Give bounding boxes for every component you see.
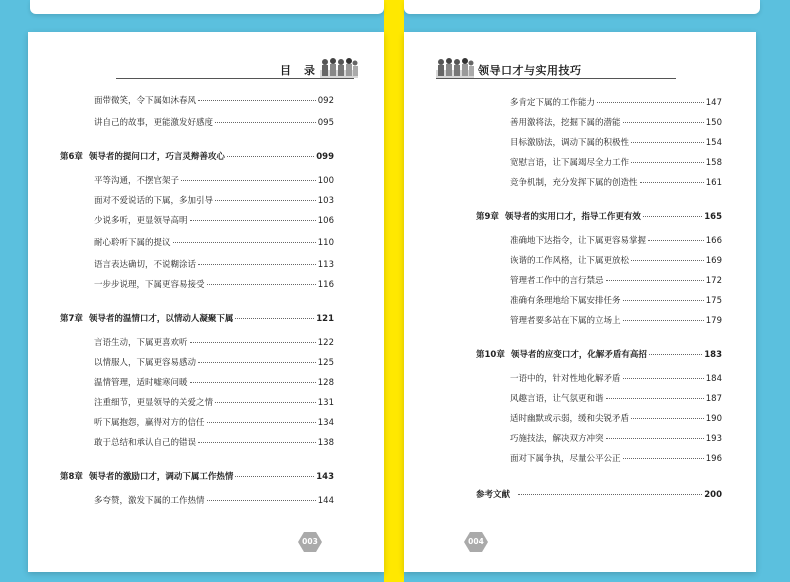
toc-entry bbox=[510, 156, 722, 168]
entry-page-number: 100 bbox=[317, 176, 334, 186]
entry-page-number: 158 bbox=[705, 158, 722, 168]
entry-title: 语言表达确切，不说糊涂话 bbox=[94, 260, 197, 270]
entry-page-number: 190 bbox=[705, 414, 722, 424]
entry-title: 温情管理，适时嘘寒问暖 bbox=[94, 378, 188, 388]
chapter-number: 第10章 bbox=[476, 350, 505, 360]
entry-title: 巧施技法，解决双方冲突 bbox=[510, 434, 604, 444]
entry-title: 风趣言语，让气氛更和谐 bbox=[510, 394, 604, 404]
dot-leader bbox=[623, 378, 704, 379]
toc-entry bbox=[94, 436, 334, 448]
entry-title: 领导者的应变口才，化解矛盾有高招 bbox=[510, 350, 647, 360]
people-illustration-icon bbox=[320, 56, 358, 78]
entry-page-number: 150 bbox=[705, 118, 722, 128]
chapter-number: 第9章 bbox=[476, 212, 499, 222]
entry-title: 一语中的，针对性地化解矛盾 bbox=[510, 374, 621, 384]
page-number-badge bbox=[464, 532, 488, 552]
dot-leader bbox=[648, 240, 704, 241]
chapter-number: 第6章 bbox=[60, 152, 83, 162]
entry-title: 多肯定下属的工作能力 bbox=[510, 98, 596, 108]
toc-entry bbox=[94, 94, 334, 106]
dot-leader bbox=[198, 100, 316, 101]
chapter-number: 第8章 bbox=[60, 472, 83, 482]
dot-leader bbox=[235, 476, 314, 477]
toc-entry bbox=[94, 278, 334, 290]
toc-chapter-entry bbox=[60, 470, 334, 482]
toc-entry bbox=[94, 416, 334, 428]
dot-leader bbox=[190, 382, 316, 383]
entry-page-number: 138 bbox=[317, 438, 334, 448]
toc-entry bbox=[94, 396, 334, 408]
entry-page-number: 125 bbox=[317, 358, 334, 368]
toc-entry bbox=[510, 274, 722, 286]
entry-title: 领导者的温情口才，以情动人凝聚下属 bbox=[88, 314, 234, 324]
toc-entry bbox=[94, 236, 334, 248]
left-page bbox=[28, 32, 384, 572]
dot-leader bbox=[606, 438, 704, 439]
toc-entry bbox=[94, 356, 334, 368]
entry-page-number: 122 bbox=[317, 338, 334, 348]
entry-page-number: 099 bbox=[316, 152, 334, 162]
dot-leader bbox=[640, 182, 704, 183]
header-rule bbox=[436, 78, 676, 79]
entry-title: 善用激将法，挖掘下属的潜能 bbox=[510, 118, 621, 128]
toc-entry bbox=[510, 116, 722, 128]
entry-page-number: 165 bbox=[704, 212, 722, 222]
dot-leader bbox=[181, 180, 316, 181]
toc-entry bbox=[510, 372, 722, 384]
entry-page-number: 175 bbox=[705, 296, 722, 306]
dot-leader bbox=[631, 142, 704, 143]
entry-title: 竞争机制，充分发挥下属的创造性 bbox=[510, 178, 638, 188]
toc-entry bbox=[94, 116, 334, 128]
dot-leader bbox=[207, 500, 316, 501]
dot-leader bbox=[623, 122, 704, 123]
entry-page-number: 200 bbox=[704, 490, 722, 500]
dot-leader bbox=[235, 318, 314, 319]
dot-leader bbox=[215, 122, 316, 123]
dot-leader bbox=[227, 156, 314, 157]
dot-leader bbox=[643, 216, 702, 217]
book-spine bbox=[384, 0, 404, 582]
entry-title: 少说多听，更显领导高明 bbox=[94, 216, 188, 226]
dot-leader bbox=[207, 422, 316, 423]
dot-leader bbox=[606, 398, 704, 399]
entry-title: 管理者工作中的言行禁忌 bbox=[510, 276, 604, 286]
entry-page-number: 161 bbox=[705, 178, 722, 188]
toc-chapter-entry bbox=[476, 348, 722, 360]
entry-title: 目标激励法，调动下属的积极性 bbox=[510, 138, 630, 148]
previous-page-left-edge bbox=[30, 0, 384, 14]
toc-entry bbox=[94, 194, 334, 206]
entry-title: 准确有条理地给下属安排任务 bbox=[510, 296, 621, 306]
entry-page-number: 196 bbox=[705, 454, 722, 464]
entry-page-number: 154 bbox=[705, 138, 722, 148]
toc-entry bbox=[510, 432, 722, 444]
entry-title: 听下属抱怨，赢得对方的信任 bbox=[94, 418, 205, 428]
toc-entry bbox=[510, 176, 722, 188]
page-number: 003 bbox=[302, 537, 318, 546]
dot-leader bbox=[631, 418, 704, 419]
toc-entry bbox=[510, 136, 722, 148]
toc-entry bbox=[94, 336, 334, 348]
entry-page-number: 106 bbox=[317, 216, 334, 226]
entry-page-number: 103 bbox=[317, 196, 334, 206]
entry-title: 准确地下达指令，让下属更容易掌握 bbox=[510, 236, 647, 246]
toc-chapter-entry bbox=[60, 150, 334, 162]
dot-leader bbox=[597, 102, 704, 103]
entry-page-number: 134 bbox=[317, 418, 334, 428]
toc-chapter-entry bbox=[60, 312, 334, 324]
entry-page-number: 113 bbox=[317, 260, 334, 270]
page-number: 004 bbox=[468, 537, 484, 546]
entry-page-number: 144 bbox=[317, 496, 334, 506]
entry-title: 多夸赞，激发下属的工作热情 bbox=[94, 496, 205, 506]
entry-title: 讲自己的故事，更能激发好感度 bbox=[94, 118, 214, 128]
toc-entry bbox=[510, 452, 722, 464]
entry-page-number: 116 bbox=[317, 280, 334, 290]
entry-page-number: 184 bbox=[705, 374, 722, 384]
entry-title: 以情服人，下属更容易感动 bbox=[94, 358, 197, 368]
entry-page-number: 128 bbox=[317, 378, 334, 388]
dot-leader bbox=[198, 362, 316, 363]
entry-title: 注重细节，更显领导的关爱之情 bbox=[94, 398, 214, 408]
toc-entry bbox=[510, 412, 722, 424]
entry-title: 适时幽默或示弱，缓和尖锐矛盾 bbox=[510, 414, 630, 424]
toc-entry bbox=[94, 214, 334, 226]
toc-chapter-entry bbox=[476, 488, 722, 500]
dot-leader bbox=[606, 280, 704, 281]
page-number-badge bbox=[298, 532, 322, 552]
entry-page-number: 172 bbox=[705, 276, 722, 286]
entry-title: 面带微笑，令下属如沐春风 bbox=[94, 96, 197, 106]
toc-entry bbox=[510, 294, 722, 306]
entry-page-number: 131 bbox=[317, 398, 334, 408]
entry-title: 管理者要多站在下属的立场上 bbox=[510, 316, 621, 326]
dot-leader bbox=[198, 264, 316, 265]
dot-leader bbox=[173, 242, 316, 243]
right-page bbox=[404, 32, 756, 572]
dot-leader bbox=[649, 354, 702, 355]
dot-leader bbox=[623, 300, 704, 301]
page-header-title: 领导口才与实用技巧 bbox=[478, 64, 582, 77]
dot-leader bbox=[198, 442, 316, 443]
entry-page-number: 166 bbox=[705, 236, 722, 246]
dot-leader bbox=[631, 260, 704, 261]
entry-page-number: 121 bbox=[316, 314, 334, 324]
entry-page-number: 193 bbox=[705, 434, 722, 444]
entry-page-number: 169 bbox=[705, 256, 722, 266]
entry-title: 平等沟通，不摆官架子 bbox=[94, 176, 180, 186]
entry-page-number: 095 bbox=[317, 118, 334, 128]
entry-page-number: 110 bbox=[317, 238, 334, 248]
previous-page-right-edge bbox=[404, 0, 760, 14]
entry-title: 领导者的提问口才，巧言灵辩善攻心 bbox=[88, 152, 225, 162]
dot-leader bbox=[207, 284, 316, 285]
toc-entry bbox=[510, 314, 722, 326]
entry-title: 耐心聆听下属的提议 bbox=[94, 238, 171, 248]
entry-title: 诙谐的工作风格，让下属更放松 bbox=[510, 256, 630, 266]
dot-leader bbox=[631, 162, 704, 163]
toc-entry bbox=[94, 258, 334, 270]
chapter-number: 第7章 bbox=[60, 314, 83, 324]
toc-chapter-entry bbox=[476, 210, 722, 222]
people-illustration-icon bbox=[436, 56, 474, 78]
toc-entry bbox=[94, 494, 334, 506]
dot-leader bbox=[215, 402, 316, 403]
entry-page-number: 143 bbox=[316, 472, 334, 482]
toc-entry bbox=[510, 234, 722, 246]
toc-entry bbox=[510, 254, 722, 266]
toc-entry bbox=[94, 376, 334, 388]
entry-page-number: 183 bbox=[704, 350, 722, 360]
dot-leader bbox=[518, 494, 702, 495]
dot-leader bbox=[190, 220, 316, 221]
chapter-number: 参考文献 bbox=[476, 490, 511, 500]
entry-title: 言语生动，下属更喜欢听 bbox=[94, 338, 188, 348]
entry-page-number: 092 bbox=[317, 96, 334, 106]
dot-leader bbox=[215, 200, 316, 201]
entry-page-number: 187 bbox=[705, 394, 722, 404]
entry-title: 宽慰言语，让下属竭尽全力工作 bbox=[510, 158, 630, 168]
page-header-title: 目 录 bbox=[280, 64, 316, 77]
entry-page-number: 179 bbox=[705, 316, 722, 326]
entry-title: 一步步说理，下属更容易接受 bbox=[94, 280, 205, 290]
toc-entry bbox=[510, 96, 722, 108]
toc-entry bbox=[94, 174, 334, 186]
dot-leader bbox=[623, 320, 704, 321]
entry-title: 领导者的实用口才，指导工作更有效 bbox=[504, 212, 641, 222]
dot-leader bbox=[190, 342, 316, 343]
entry-title: 面对不爱说话的下属，多加引导 bbox=[94, 196, 214, 206]
entry-title: 敢于总结和承认自己的错误 bbox=[94, 438, 197, 448]
entry-title: 领导者的激励口才，调动下属工作热情 bbox=[88, 472, 234, 482]
entry-page-number: 147 bbox=[705, 98, 722, 108]
toc-entry bbox=[510, 392, 722, 404]
header-rule bbox=[116, 78, 354, 79]
entry-title: 面对下属争执，尽量公平公正 bbox=[510, 454, 621, 464]
dot-leader bbox=[623, 458, 704, 459]
